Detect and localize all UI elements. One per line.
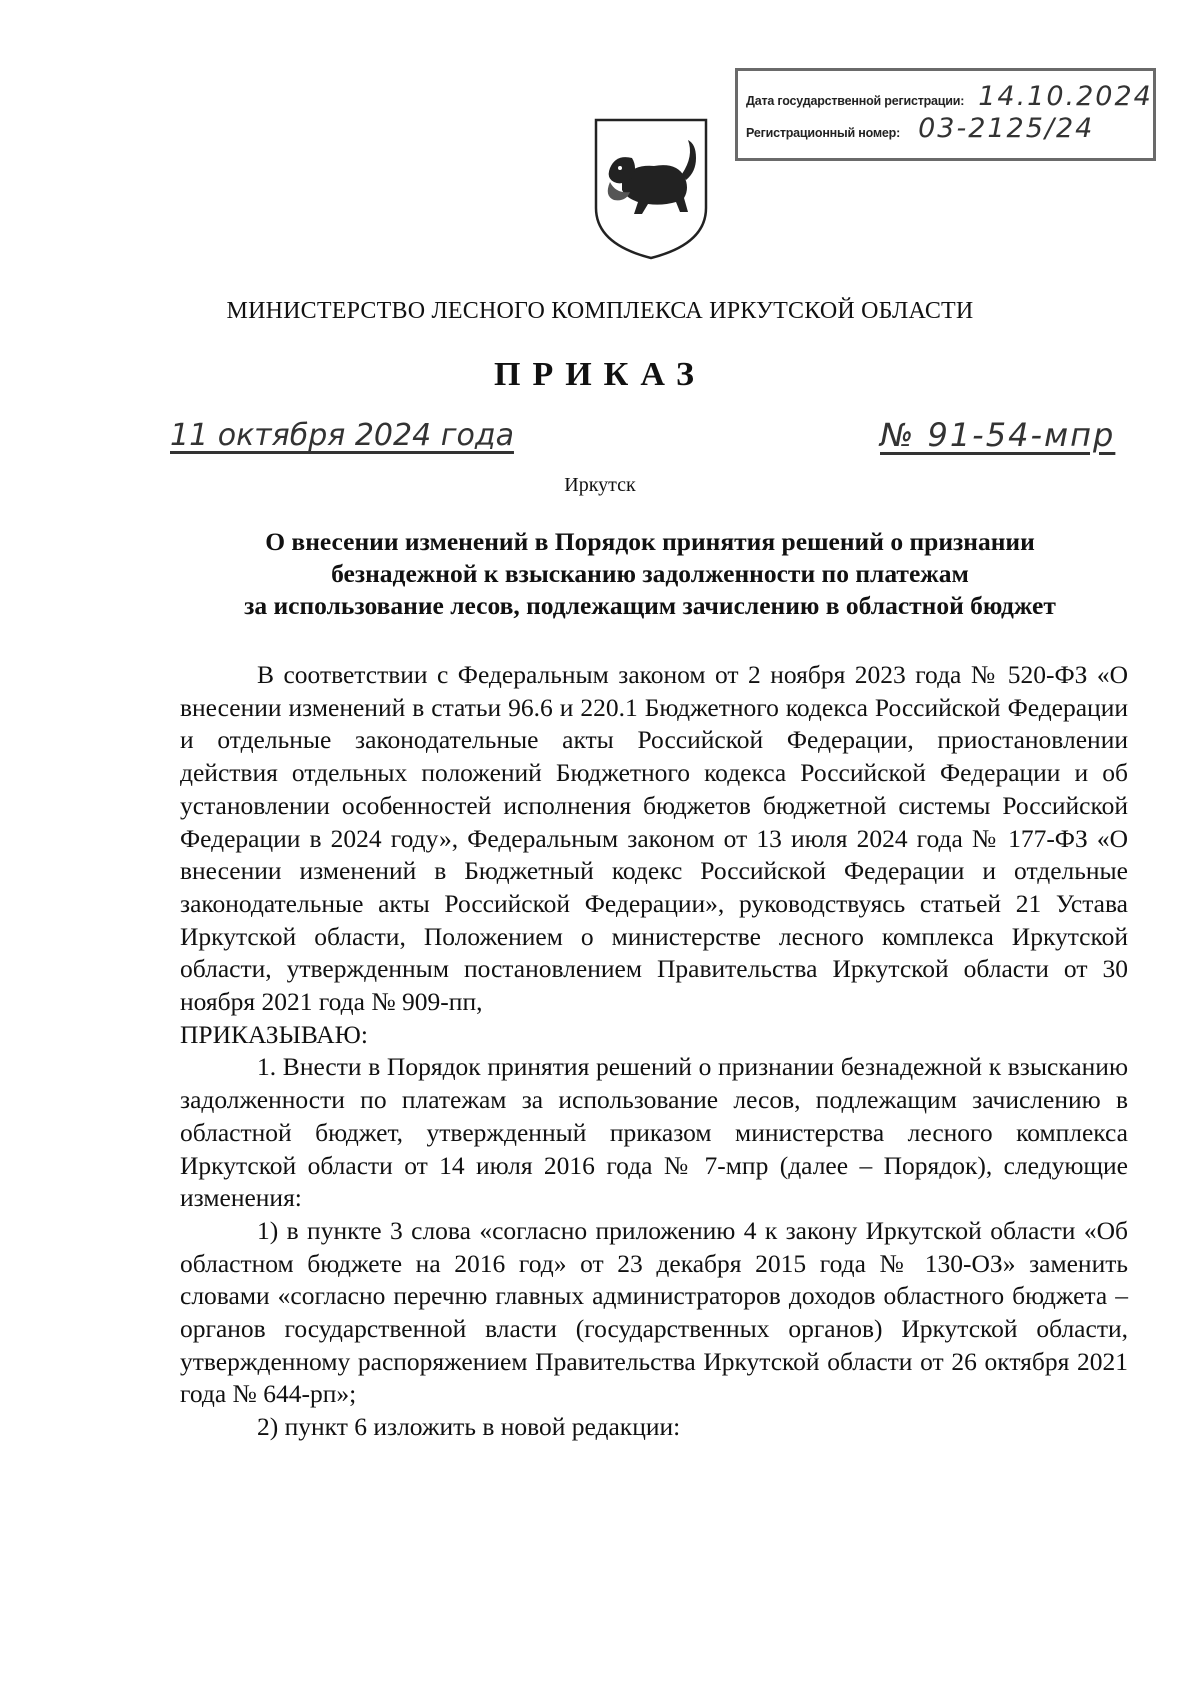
handwritten-order-number: № 91-54-мпр [880, 416, 1116, 454]
registration-number-label: Регистрационный номер: [746, 126, 901, 140]
registration-date-row [746, 81, 1153, 112]
document-title [180, 526, 1120, 622]
item-1-subitem-2: 2) пункт 6 изложить в новой редакции: [257, 1412, 681, 1442]
preamble-paragraph: В соответствии с Федеральным законом от 2 ноября 2023 года № 520-ФЗ «О внесении изменений в статьи 96.6 и 220.1 Бюджетного кодекса Российской Федерации и отдельные законодательные акты Российской Федерации, приостановлении действия отдельных положений Бюджетного кодекса Российской Федерации и об установлении особенностей исполнения бюджетов бюджетной системы Российской Федерации в 2024 году», Федеральным законом от 13 июля 2024 года № 177-ФЗ «О внесении изменений в Бюджетный кодекс Российской Федерации и отдельные законодательные акты Российской Федерации», руководствуясь статьей 21 Устава Иркутской области, Положением о министерстве лесного комплекса Иркутской области, утвержденным постановлением Правительства Иркутской области от 30 ноября 2021 года № 909-пп, [180, 660, 1128, 1017]
item-1-paragraph: 1. Внести в Порядок принятия решений о признании безнадежной к взысканию задолженности по платежам за использование лесов, подлежащим зачислению в областной бюджет, утвержденный приказом министерства лесного комплекса Иркутской области от 14 июля 2016 года № 7-мпр (далее – Порядок), следующие изменения: [180, 1052, 1128, 1213]
title-line: безнадежной к взысканию задолженности по платежам [331, 559, 969, 588]
city: Иркутск [564, 474, 636, 496]
title-line: О внесении изменений в Порядок принятия решений о признании [265, 527, 1035, 556]
handwritten-date: 11 октября 2024 года [170, 418, 514, 453]
registration-date-label: Дата государственной регистрации: [746, 94, 965, 108]
registration-number-row [746, 113, 1094, 144]
registration-stamp [735, 68, 1156, 161]
ministry-name: МИНИСТЕРСТВО ЛЕСНОГО КОМПЛЕКСА ИРКУТСКОЙ ОБЛАСТИ [226, 298, 974, 324]
registration-date-value: 14.10.2024 [978, 81, 1153, 112]
document-type: ПРИКАЗ [494, 356, 706, 393]
order-word: ПРИКАЗЫВАЮ: [180, 1019, 368, 1049]
item-1-subitem-1: 1) в пункте 3 слова «согласно приложению 4 к закону Иркутской области «Об областном бюджете на 2016 год» от 23 декабря 2015 года № 130-ОЗ» заменить словами «согласно перечню главных администраторов доходов областного бюджета – органов государственной власти (государственных органов) Иркутской области, утвержденному распоряжением Правительства Иркутской области от 26 октября 2021 года № 644-рп»; [180, 1215, 1128, 1409]
registration-number-value: 03-2125/24 [918, 113, 1095, 144]
document-body [180, 659, 1128, 1444]
title-line: за использование лесов, подлежащим зачислению в областной бюджет [244, 591, 1056, 620]
coat-of-arms-icon [592, 116, 710, 262]
